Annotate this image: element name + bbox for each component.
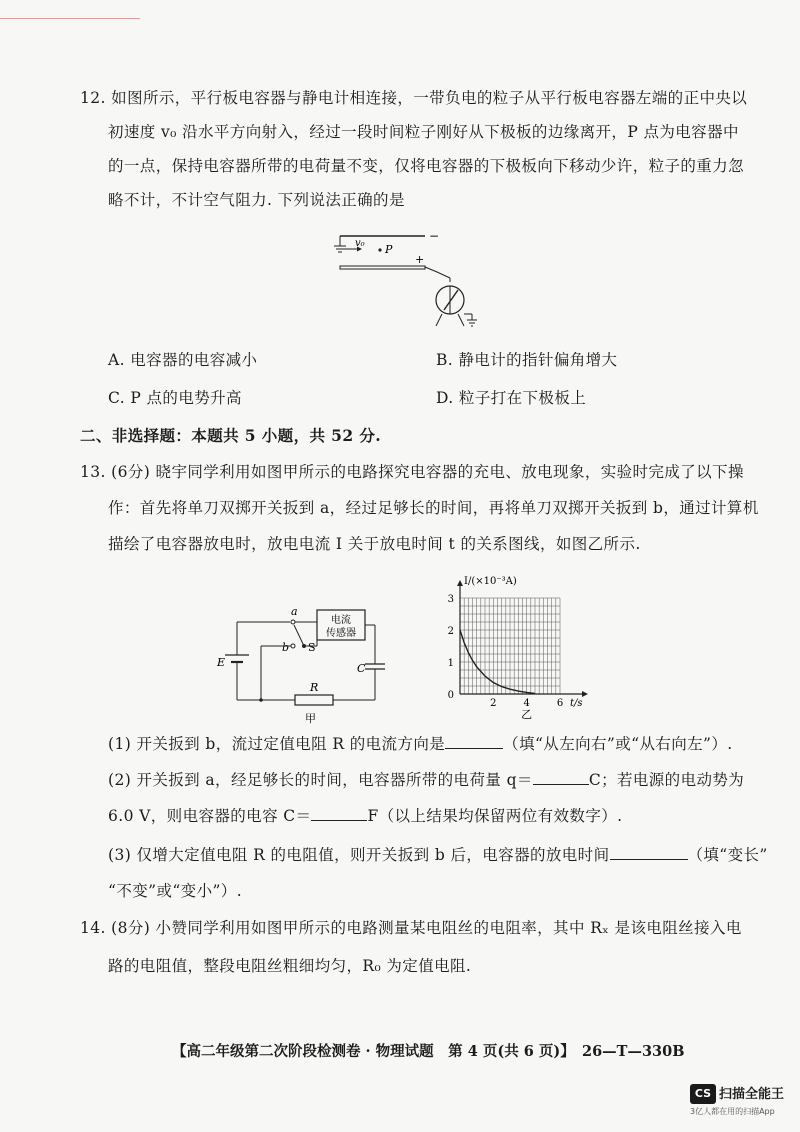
p-label: P (385, 243, 393, 256)
terminal-a (291, 620, 295, 624)
q13-sub2-text-d: F（以上结果均保留两位有效数字）. (367, 807, 623, 825)
x-tick-label: 2 (490, 698, 497, 709)
q14-text-line1: 14. (8分) 小赞同学利用如图甲所示的电路测量某电阻丝的电阻率，其中 Rₓ 是该电阻丝接入电 (80, 919, 742, 937)
switch-blade (294, 625, 304, 646)
q13-sub3-text-a: (3) 仅增大定值电阻 R 的电阻值，则开关扳到 b 后，电容器的放电时间 (108, 846, 610, 864)
q13-sub2-text-a: (2) 开关扳到 a，经足够长的时间，电容器所带的电荷量 q＝ (108, 771, 533, 789)
terminal-a-label: a (291, 605, 298, 618)
q13-text-line2: 作：首先将单刀双掷开关扳到 a，经过足够长的时间，再将单刀双掷开关扳到 b，通过计算机 (108, 499, 759, 517)
q12-text-line1: 12. 如图所示，平行板电容器与静电计相连接，一带负电的粒子从平行板电容器左端的正中央以 (80, 89, 748, 107)
q12-option-a: A. 电容器的电容减小 (108, 351, 258, 369)
chart-grid (460, 598, 560, 694)
q13-sub2-text-c: 6.0 V，则电容器的电容 C＝ (108, 807, 312, 825)
q12-option-d: D. 粒子打在下极板上 (436, 389, 587, 407)
q13-text-line3: 描绘了电容器放电时，放电电流 I 关于放电时间 t 的关系图线，如图乙所示. (108, 535, 641, 553)
terminal-b-label: b (282, 641, 290, 654)
x-axis-arrow (582, 691, 588, 697)
y-axis-arrow (457, 580, 463, 586)
scanner-logo-icon: CS (690, 1084, 716, 1104)
q13-sub1-text-b: （填“从左向右”或“从右向左”）. (503, 735, 733, 753)
electrometer-needle (444, 290, 458, 310)
q13-sub2-cont (108, 806, 622, 826)
answer-blank-3[interactable] (311, 806, 367, 821)
v0-label: v₀ (355, 238, 365, 249)
q13-sub1 (108, 734, 733, 754)
battery-e-label: E (217, 656, 226, 669)
scanner-watermark (690, 1082, 784, 1117)
current-sensor-label1: 电流 (331, 615, 351, 626)
resistor-r (295, 695, 333, 705)
q13-text-line1: 13. (6分) 晓宇同学利用如图甲所示的电路探究电容器的充电、放电现象，实验时完成了以下操 (80, 463, 744, 481)
x-tick-label: 4 (523, 698, 530, 709)
current-sensor-label2: 传感器 (326, 628, 356, 639)
q12-option-b: B. 静电计的指针偏角增大 (436, 351, 618, 369)
figure-jia-caption: 甲 (305, 712, 316, 725)
answer-blank-2[interactable] (533, 770, 589, 785)
switch-s-label: S (308, 641, 316, 654)
capacitor-c-label: C (357, 662, 366, 675)
q12-option-c: C. P 点的电势升高 (108, 389, 242, 407)
point-p (378, 248, 381, 251)
capacitor-electrometer-figure (325, 222, 505, 352)
figure-yi-caption: 乙 (521, 708, 533, 719)
q13-sub1-text-a: (1) 开关扳到 b，流过定值电阻 R 的电流方向是 (108, 735, 446, 753)
x-axis-label: t/s (570, 698, 583, 709)
page-footer: 【高二年级第二次阶段检测卷 · 物理试题 第 4 页(共 6 页)】 26—T—330B (172, 1043, 685, 1060)
minus-label: − (429, 229, 440, 243)
answer-blank-1[interactable] (445, 734, 503, 749)
q12-text-line3: 的一点，保持电容器所带的电荷量不变，仅将电容器的下极板向下移动少许，粒子的重力忽 (108, 157, 745, 175)
y-axis-label: I/(×10⁻³A) (464, 576, 517, 587)
discharge-current-chart (440, 574, 600, 719)
y-tick-label: 2 (447, 626, 454, 637)
plus-label: + (415, 253, 425, 266)
q14-text-line2: 路的电阻值，整段电阻丝粗细均匀，R₀ 为定值电阻. (108, 957, 472, 975)
q12-text-line2: 初速度 v₀ 沿水平方向射入，经过一段时间粒子刚好从下极板的边缘离开，P 点为电容器中 (108, 123, 739, 141)
origin-label: 0 (447, 690, 454, 701)
q13-sub3 (108, 845, 768, 865)
q12-text-line4: 略不计，不计空气阻力. 下列说法正确的是 (108, 191, 405, 209)
scanner-app-name: 扫描全能王 (719, 1087, 785, 1102)
q13-sub2-text-b: C；若电源的电动势为 (588, 771, 745, 789)
section-two-heading: 二、非选择题：本题共 5 小题，共 52 分. (80, 426, 382, 445)
q13-sub3-cont: “不变”或“变小”）. (108, 882, 243, 900)
resistor-r-label: R (310, 681, 319, 694)
x-tick-label: 6 (556, 698, 564, 709)
circuit-diagram (205, 600, 405, 730)
q13-sub2 (108, 770, 744, 790)
answer-blank-4[interactable] (610, 845, 688, 860)
y-tick-label: 3 (447, 594, 454, 605)
q13-sub3-text-b: （填“变长” (687, 846, 768, 864)
scanner-tagline: 3亿人都在用的扫描App (690, 1107, 775, 1116)
lower-plate (340, 266, 425, 269)
y-tick-label: 1 (447, 658, 454, 669)
scan-edge-mark (0, 18, 140, 19)
terminal-b (291, 644, 295, 648)
